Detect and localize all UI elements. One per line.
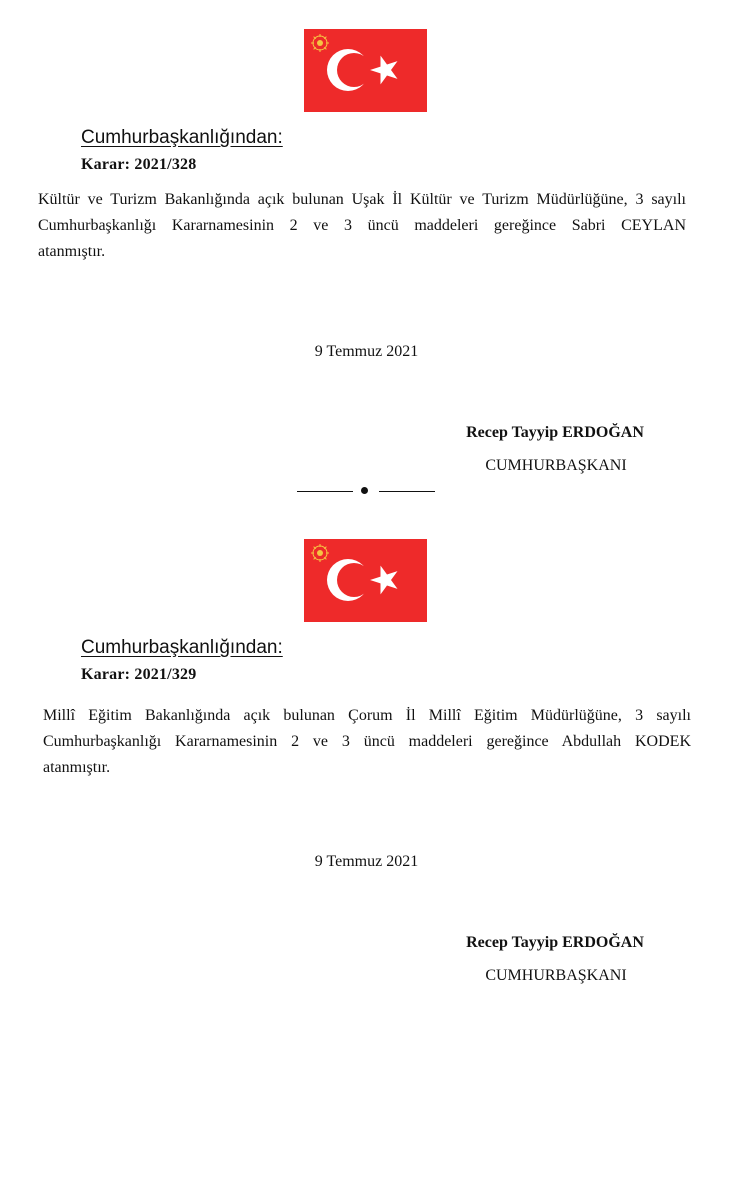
decision-body	[38, 187, 686, 265]
decision-separator	[297, 481, 437, 501]
issuer-heading: Cumhurbaşkanlığından:	[81, 637, 283, 658]
signer-name: Recep Tayyip ERDOĞAN	[466, 934, 644, 951]
issuer-heading: Cumhurbaşkanlığından:	[81, 127, 283, 148]
body-line: Cumhurbaşkanlığı Kararnamesinin 2 ve 3 üncü maddeleri gereğince Abdullah KODEK	[43, 733, 691, 750]
signer-name: Recep Tayyip ERDOĞAN	[466, 424, 644, 441]
turkish-flag-icon	[304, 29, 427, 112]
decision-date: 9 Temmuz 2021	[314, 853, 419, 870]
decision-1	[0, 29, 733, 479]
body-line: Millî Eğitim Bakanlığında açık bulunan Çorum İl Millî Eğitim Müdürlüğüne, 3 sayılı	[43, 707, 691, 724]
body-line: atanmıştır.	[38, 243, 106, 260]
separator-line	[297, 491, 353, 492]
decision-number: Karar: 2021/329	[81, 666, 197, 683]
turkish-flag-icon	[304, 539, 427, 622]
signer-title: CUMHURBAŞKANI	[485, 967, 627, 984]
separator-line	[379, 491, 435, 492]
decision-body	[43, 703, 691, 781]
decision-date: 9 Temmuz 2021	[314, 343, 419, 360]
signer-title: CUMHURBAŞKANI	[485, 457, 627, 474]
body-line: atanmıştır.	[43, 759, 111, 776]
decision-number: Karar: 2021/328	[81, 156, 197, 173]
separator-dot	[361, 487, 368, 494]
decision-2	[0, 539, 733, 989]
body-line: Cumhurbaşkanlığı Kararnamesinin 2 ve 3 üncü maddeleri gereğince Sabri CEYLAN	[38, 217, 686, 234]
body-line: Kültür ve Turizm Bakanlığında açık bulunan Uşak İl Kültür ve Turizm Müdürlüğüne, 3 sayılı	[38, 191, 686, 208]
